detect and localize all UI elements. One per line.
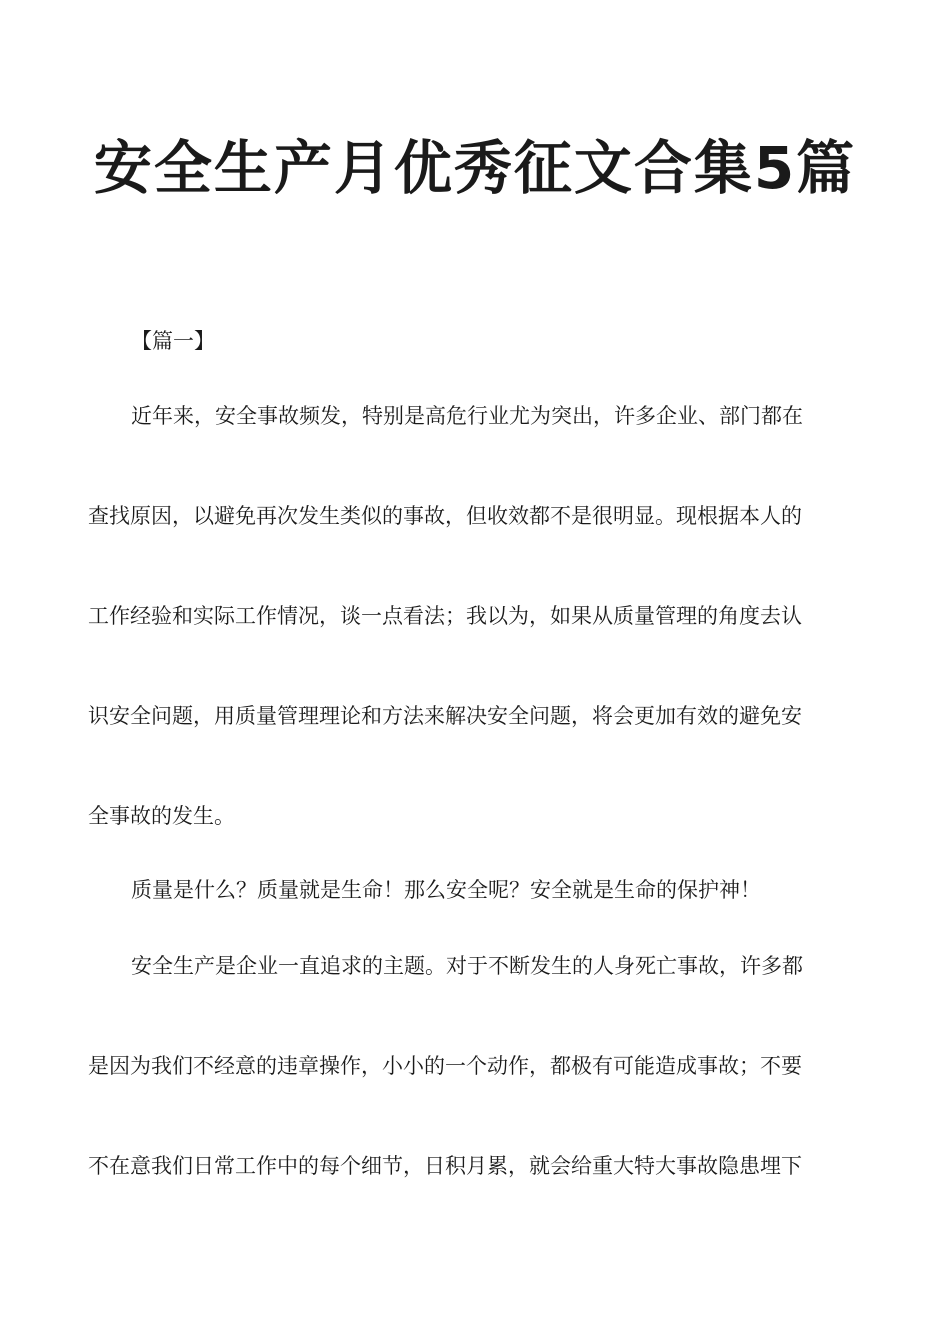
paragraph-line: 工作经验和实际工作情况，谈一点看法；我以为，如果从质量管理的角度去认 — [88, 604, 802, 628]
paragraph-line: 查找原因，以避免再次发生类似的事故，但收效都不是很明显。现根据本人的 — [88, 504, 802, 528]
paragraph-line: 不在意我们日常工作中的每个细节，日积月累，就会给重大特大事故隐患埋下 — [88, 1154, 802, 1178]
paragraph-line: 质量是什么？质量就是生命！那么安全呢？安全就是生命的保护神！ — [131, 878, 761, 902]
paragraph-line: 近年来，安全事故频发，特别是高危行业尤为突出，许多企业、部门都在 — [131, 404, 803, 428]
paragraph-line: 全事故的发生。 — [88, 804, 235, 828]
section-heading: 【篇一】 — [131, 329, 215, 353]
paragraph-2 — [88, 875, 846, 905]
paragraph-3 — [88, 951, 846, 1181]
paragraph-line: 是因为我们不经意的违章操作，小小的一个动作，都极有可能造成事故；不要 — [88, 1054, 802, 1078]
document-title: 安全生产月优秀征文合集5篇 — [93, 134, 857, 202]
paragraph-line: 安全生产是企业一直追求的主题。对于不断发生的人身死亡事故，许多都 — [131, 954, 803, 978]
paragraph-line: 识安全问题，用质量管理理论和方法来解决安全问题，将会更加有效的避免安 — [88, 704, 802, 728]
paragraph-1 — [88, 401, 846, 831]
